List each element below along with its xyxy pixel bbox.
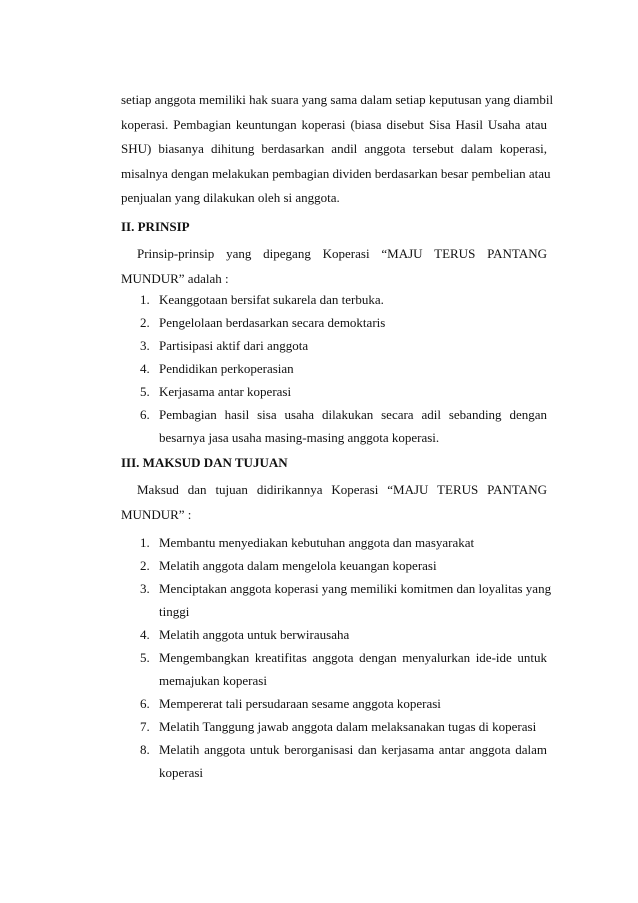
maksud-list xyxy=(121,531,552,784)
list-item-text: Melatih Tanggung jawab anggota dalam melaksanakan tugas di koperasi xyxy=(159,719,537,734)
paragraph-line: SHU) biasanya dihitung berdasarkan andil anggota tersebut dalam koperasi, xyxy=(121,141,547,157)
list-item xyxy=(121,288,547,311)
list-item xyxy=(121,738,547,784)
list-item-text: Pendidikan perkoperasian xyxy=(159,361,294,376)
list-item-text: Pengelolaan berdasarkan secara demoktaris xyxy=(159,315,386,330)
list-number: 1. xyxy=(140,535,150,550)
list-number: 3. xyxy=(140,581,150,596)
list-item xyxy=(121,531,547,554)
list-number: 6. xyxy=(140,407,150,422)
list-item-text: Keanggotaan bersifat sukarela dan terbuka. xyxy=(159,292,384,307)
list-item-text: memajukan koperasi xyxy=(159,673,267,688)
list-item xyxy=(121,334,547,357)
list-item xyxy=(121,311,547,334)
list-item xyxy=(121,403,547,449)
list-item-text: Melatih anggota untuk berorganisasi dan kerjasama antar anggota dalam xyxy=(159,742,547,757)
list-item-text: Melatih anggota untuk berwirausaha xyxy=(159,627,350,642)
prinsip-intro xyxy=(121,242,547,291)
list-item-text: Partisipasi aktif dari anggota xyxy=(159,338,309,353)
list-item-text: Mengembangkan kreatifitas anggota dengan menyalurkan ide-ide untuk xyxy=(159,650,547,665)
intro-line: Prinsip-prinsip yang dipegang Koperasi “MAJU TERUS PANTANG xyxy=(137,246,547,261)
list-number: 4. xyxy=(140,361,150,376)
list-item xyxy=(121,646,547,692)
list-item xyxy=(121,623,547,646)
list-number: 5. xyxy=(140,384,150,399)
list-number: 2. xyxy=(140,558,150,573)
paragraph-line: koperasi. Pembagian keuntungan koperasi (biasa disebut Sisa Hasil Usaha atau xyxy=(121,116,547,132)
list-number: 6. xyxy=(140,696,150,711)
section-heading-maksud-tujuan: III. MAKSUD DAN TUJUAN xyxy=(121,455,288,470)
list-item-text: Kerjasama antar koperasi xyxy=(159,384,292,399)
maksud-intro xyxy=(121,478,547,527)
list-item xyxy=(121,715,547,738)
list-number: 3. xyxy=(140,338,150,353)
continuation-paragraph xyxy=(121,88,554,211)
paragraph-line: setiap anggota memiliki hak suara yang sama dalam setiap keputusan yang diambil xyxy=(121,92,554,107)
list-number: 8. xyxy=(140,742,150,757)
list-number: 5. xyxy=(140,650,150,665)
list-item-text: Menciptakan anggota koperasi yang memiliki komitmen dan loyalitas yang xyxy=(159,581,552,596)
list-item-text: koperasi xyxy=(159,765,204,780)
list-number: 2. xyxy=(140,315,150,330)
list-item-text: besarnya jasa usaha masing-masing anggota koperasi. xyxy=(159,430,440,445)
list-item-text: Mempererat tali persudaraan sesame anggota koperasi xyxy=(159,696,441,711)
list-item-text: Pembagian hasil sisa usaha dilakukan secara adil sebanding dengan xyxy=(159,407,547,422)
list-item xyxy=(121,357,547,380)
list-item-text: Melatih anggota dalam mengelola keuangan koperasi xyxy=(159,558,437,573)
list-item xyxy=(121,380,547,403)
prinsip-list xyxy=(121,288,547,449)
paragraph-line: penjualan yang dilakukan oleh si anggota. xyxy=(121,190,340,206)
list-item-text: Membantu menyediakan kebutuhan anggota dan masyarakat xyxy=(159,535,475,550)
list-item xyxy=(121,554,547,577)
section-heading-prinsip: II. PRINSIP xyxy=(121,219,190,234)
list-item xyxy=(121,577,552,623)
paragraph-line: misalnya dengan melakukan pembagian dividen berdasarkan besar pembelian atau xyxy=(121,165,551,181)
intro-line: MUNDUR” : xyxy=(121,506,192,522)
list-number: 7. xyxy=(140,719,150,734)
intro-line: MUNDUR” adalah : xyxy=(121,270,229,286)
intro-line: Maksud dan tujuan didirikannya Koperasi “MAJU TERUS PANTANG xyxy=(137,482,547,497)
list-number: 4. xyxy=(140,627,150,642)
list-item xyxy=(121,692,547,715)
list-number: 1. xyxy=(140,292,150,307)
list-item-text: tinggi xyxy=(159,604,190,619)
